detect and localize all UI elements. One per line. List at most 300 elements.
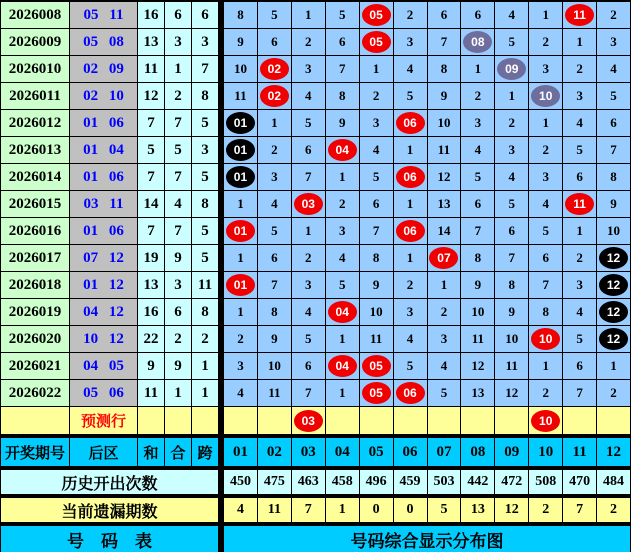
number-header: 01 — [224, 438, 258, 467]
number-cell: 4 — [495, 164, 529, 191]
number-cell — [224, 407, 258, 435]
number-cell: 5 — [529, 218, 563, 245]
number-cell: 2 — [563, 245, 597, 272]
number-cell: 2 — [292, 245, 326, 272]
back-header: 后区 — [70, 438, 138, 467]
current-miss-row — [1, 495, 631, 523]
tail-cell: 9 — [165, 353, 192, 380]
number-cell: 2 — [461, 83, 495, 110]
number-cell: 11 — [461, 326, 495, 353]
prediction-row — [1, 407, 631, 435]
sum-cell — [138, 407, 165, 435]
current-miss-cell: 12 — [495, 498, 529, 523]
number-header: 05 — [360, 438, 394, 467]
history-count-cell: 475 — [258, 470, 292, 495]
sum-cell: 12 — [138, 83, 165, 110]
number-cell — [224, 218, 258, 245]
number-cell: 1 — [428, 272, 462, 299]
sum-cell: 7 — [138, 110, 165, 137]
tail-cell: 7 — [165, 110, 192, 137]
tail-cell: 2 — [165, 326, 192, 353]
number-cell — [428, 407, 462, 435]
ball-red: 01 — [226, 220, 255, 242]
number-header: 12 — [597, 438, 631, 467]
number-cell — [597, 407, 631, 435]
number-cell: 5 — [394, 83, 428, 110]
back-numbers-cell: 01 12 — [70, 272, 138, 299]
ball-red: 04 — [328, 139, 357, 161]
ball-red: 06 — [396, 382, 425, 404]
number-cell — [258, 407, 292, 435]
number-cell: 3 — [597, 29, 631, 56]
prediction-label: 预测行 — [70, 407, 138, 435]
sum-cell: 16 — [138, 2, 165, 29]
distribution-chart-title: 号码综合显示分布图 — [224, 526, 631, 552]
ball-red: 04 — [328, 301, 357, 323]
number-cell: 2 — [360, 83, 394, 110]
number-cell: 1 — [394, 191, 428, 218]
span-cell: 2 — [192, 326, 219, 353]
number-cell: 13 — [428, 191, 462, 218]
number-header: 11 — [563, 438, 597, 467]
ball-black: 12 — [599, 274, 628, 296]
ball-gray: 10 — [531, 85, 560, 107]
number-cell — [563, 191, 597, 218]
number-cell: 6 — [597, 110, 631, 137]
issue-cell: 2026010 — [1, 56, 70, 83]
number-cell: 1 — [326, 164, 360, 191]
number-cell: 11 — [360, 326, 394, 353]
span-cell — [192, 407, 219, 435]
issue-cell: 2026011 — [1, 83, 70, 110]
ball-red: 04 — [328, 355, 357, 377]
number-cell: 1 — [563, 218, 597, 245]
number-header: 02 — [258, 438, 292, 467]
number-cell: 8 — [428, 56, 462, 83]
number-cell — [597, 299, 631, 326]
number-cell: 2 — [394, 272, 428, 299]
span-cell: 3 — [192, 137, 219, 164]
history-count-cell: 484 — [597, 470, 631, 495]
tail-cell: 9 — [165, 245, 192, 272]
issue-header: 开奖期号 — [1, 438, 70, 467]
number-cell — [326, 353, 360, 380]
number-cell — [360, 29, 394, 56]
back-numbers-cell: 05 08 — [70, 29, 138, 56]
number-cell: 1 — [461, 56, 495, 83]
number-cell — [360, 407, 394, 435]
number-cell: 1 — [292, 2, 326, 29]
number-cell: 4 — [597, 56, 631, 83]
number-cell: 10 — [461, 299, 495, 326]
number-cell: 6 — [258, 245, 292, 272]
number-cell: 5 — [258, 218, 292, 245]
number-header: 08 — [461, 438, 495, 467]
ball-black: 12 — [599, 301, 628, 323]
tail-cell: 6 — [165, 299, 192, 326]
ball-red: 05 — [362, 382, 391, 404]
span-cell: 1 — [192, 380, 219, 407]
number-cell: 6 — [292, 137, 326, 164]
sum-cell: 9 — [138, 353, 165, 380]
number-cell — [394, 164, 428, 191]
number-cell: 8 — [326, 83, 360, 110]
number-cell: 14 — [428, 218, 462, 245]
tail-cell: 5 — [165, 137, 192, 164]
number-cell — [597, 326, 631, 353]
number-cell: 2 — [597, 2, 631, 29]
history-count-cell: 470 — [563, 470, 597, 495]
tail-cell — [165, 407, 192, 435]
sum-cell: 13 — [138, 272, 165, 299]
number-cell: 4 — [326, 245, 360, 272]
sum-cell: 7 — [138, 164, 165, 191]
back-numbers-cell: 05 11 — [70, 2, 138, 29]
number-cell: 2 — [597, 380, 631, 407]
number-cell: 1 — [224, 299, 258, 326]
number-cell: 3 — [224, 353, 258, 380]
span-cell: 5 — [192, 110, 219, 137]
number-cell: 1 — [495, 83, 529, 110]
number-cell: 4 — [258, 191, 292, 218]
number-cell: 1 — [394, 245, 428, 272]
history-count-cell: 508 — [529, 470, 563, 495]
draw-row-2026022 — [1, 380, 631, 407]
number-cell: 10 — [597, 218, 631, 245]
issue-cell: 2026009 — [1, 29, 70, 56]
number-cell: 6 — [461, 2, 495, 29]
number-cell: 1 — [529, 353, 563, 380]
issue-cell: 2026020 — [1, 326, 70, 353]
number-cell: 7 — [292, 164, 326, 191]
ball-red: 02 — [260, 85, 289, 107]
number-header: 09 — [495, 438, 529, 467]
ball-black: 01 — [226, 139, 255, 161]
number-cell: 1 — [258, 110, 292, 137]
number-cell: 10 — [360, 299, 394, 326]
sum-cell: 13 — [138, 29, 165, 56]
current-miss-cell: 2 — [529, 498, 563, 523]
draw-row-2026014 — [1, 164, 631, 191]
current-miss-cell: 13 — [461, 498, 495, 523]
back-numbers-cell: 04 05 — [70, 353, 138, 380]
number-header: 03 — [292, 438, 326, 467]
ball-red: 11 — [565, 193, 594, 215]
number-cell: 2 — [495, 110, 529, 137]
draw-row-2026009 — [1, 29, 631, 56]
issue-cell: 2026016 — [1, 218, 70, 245]
number-cell — [394, 110, 428, 137]
back-numbers-cell: 02 10 — [70, 83, 138, 110]
tail-cell: 3 — [165, 272, 192, 299]
back-numbers-cell: 07 12 — [70, 245, 138, 272]
draw-row-2026019 — [1, 299, 631, 326]
number-cell: 9 — [258, 326, 292, 353]
history-count-cell: 503 — [428, 470, 462, 495]
span-cell: 6 — [192, 2, 219, 29]
number-cell — [292, 407, 326, 435]
number-cell: 12 — [428, 164, 462, 191]
issue-cell: 2026014 — [1, 164, 70, 191]
number-cell — [224, 137, 258, 164]
current-miss-cell: 0 — [394, 498, 428, 523]
ball-gray: 08 — [463, 31, 492, 53]
draw-row-2026012 — [1, 110, 631, 137]
issue-cell: 2026018 — [1, 272, 70, 299]
number-cell: 4 — [292, 299, 326, 326]
number-cell: 11 — [428, 137, 462, 164]
history-count-cell: 459 — [394, 470, 428, 495]
number-cell: 4 — [360, 137, 394, 164]
number-cell — [258, 56, 292, 83]
number-cell — [461, 29, 495, 56]
number-cell: 7 — [461, 218, 495, 245]
span-header: 跨 — [192, 438, 219, 467]
back-numbers-cell: 01 06 — [70, 218, 138, 245]
issue-cell: 2026022 — [1, 380, 70, 407]
number-cell: 2 — [529, 29, 563, 56]
history-counts-label: 历史开出次数 — [1, 470, 219, 495]
number-cell: 6 — [292, 353, 326, 380]
number-cell — [428, 245, 462, 272]
draw-row-2026011 — [1, 83, 631, 110]
number-cell: 12 — [495, 380, 529, 407]
number-cell: 1 — [224, 245, 258, 272]
number-cell: 2 — [258, 137, 292, 164]
number-cell: 5 — [292, 110, 326, 137]
number-cell: 7 — [597, 137, 631, 164]
column-header-row — [1, 435, 631, 467]
number-cell: 8 — [529, 299, 563, 326]
back-numbers-cell: 10 12 — [70, 326, 138, 353]
number-cell: 13 — [461, 380, 495, 407]
number-cell: 4 — [428, 353, 462, 380]
draw-rows — [1, 2, 631, 523]
current-miss-cell: 4 — [224, 498, 258, 523]
number-cell: 9 — [360, 272, 394, 299]
number-cell: 1 — [563, 29, 597, 56]
number-cell — [597, 272, 631, 299]
number-cell — [529, 407, 563, 435]
number-cell: 2 — [563, 56, 597, 83]
history-count-cell: 496 — [360, 470, 394, 495]
number-cell: 7 — [495, 245, 529, 272]
draw-row-2026017 — [1, 245, 631, 272]
number-cell — [360, 353, 394, 380]
number-cell — [563, 407, 597, 435]
ball-black: 01 — [226, 112, 255, 134]
current-miss-label: 当前遗漏期数 — [1, 498, 219, 523]
number-cell: 8 — [597, 164, 631, 191]
number-cell: 3 — [563, 83, 597, 110]
ball-red: 05 — [362, 355, 391, 377]
number-cell: 9 — [461, 272, 495, 299]
history-count-cell: 450 — [224, 470, 258, 495]
tail-cell: 6 — [165, 2, 192, 29]
number-cell — [394, 407, 428, 435]
number-cell: 5 — [563, 137, 597, 164]
sum-cell: 22 — [138, 326, 165, 353]
number-cell: 1 — [529, 2, 563, 29]
span-cell: 5 — [192, 218, 219, 245]
number-cell: 8 — [224, 2, 258, 29]
issue-cell: 2026008 — [1, 2, 70, 29]
history-count-cell: 472 — [495, 470, 529, 495]
number-cell: 9 — [597, 191, 631, 218]
number-cell: 2 — [394, 2, 428, 29]
tail-cell: 7 — [165, 218, 192, 245]
number-cell: 4 — [292, 83, 326, 110]
draw-row-2026010 — [1, 56, 631, 83]
number-cell: 5 — [326, 2, 360, 29]
number-cell: 5 — [495, 29, 529, 56]
number-header: 10 — [529, 438, 563, 467]
number-cell: 2 — [224, 326, 258, 353]
ball-red: 05 — [362, 4, 391, 26]
number-cell: 7 — [563, 380, 597, 407]
number-cell: 6 — [258, 29, 292, 56]
number-cell: 4 — [495, 2, 529, 29]
span-cell: 8 — [192, 83, 219, 110]
number-cell: 7 — [428, 29, 462, 56]
number-cell — [495, 407, 529, 435]
sum-cell: 11 — [138, 380, 165, 407]
number-cell: 6 — [326, 29, 360, 56]
number-cell — [360, 380, 394, 407]
tail-cell: 2 — [165, 83, 192, 110]
issue-cell: 2026015 — [1, 191, 70, 218]
number-cell: 5 — [360, 164, 394, 191]
number-cell: 10 — [224, 56, 258, 83]
back-numbers-cell: 02 09 — [70, 56, 138, 83]
number-cell: 4 — [394, 56, 428, 83]
number-cell: 3 — [428, 326, 462, 353]
number-cell — [224, 164, 258, 191]
number-cell: 4 — [563, 110, 597, 137]
number-cell — [394, 380, 428, 407]
ball-red: 03 — [294, 410, 323, 432]
back-numbers-cell: 03 11 — [70, 191, 138, 218]
number-cell: 11 — [495, 353, 529, 380]
number-cell — [597, 245, 631, 272]
number-cell: 4 — [563, 299, 597, 326]
tail-cell: 4 — [165, 191, 192, 218]
ball-red: 06 — [396, 220, 425, 242]
number-cell: 3 — [394, 29, 428, 56]
number-cell: 8 — [461, 245, 495, 272]
back-numbers-cell: 04 12 — [70, 299, 138, 326]
number-cell: 4 — [461, 137, 495, 164]
history-count-cell: 463 — [292, 470, 326, 495]
draw-row-2026018 — [1, 272, 631, 299]
number-cell: 2 — [428, 299, 462, 326]
number-cell: 9 — [326, 110, 360, 137]
ball-red: 02 — [260, 58, 289, 80]
number-cell: 1 — [360, 56, 394, 83]
number-cell — [258, 83, 292, 110]
number-cell: 5 — [563, 326, 597, 353]
history-count-cell: 442 — [461, 470, 495, 495]
number-cell — [326, 407, 360, 435]
number-cell: 6 — [563, 353, 597, 380]
number-cell: 2 — [529, 137, 563, 164]
number-cell: 9 — [495, 299, 529, 326]
number-cell: 5 — [428, 380, 462, 407]
ball-black: 12 — [599, 328, 628, 350]
ball-red: 03 — [294, 193, 323, 215]
back-numbers-cell: 05 06 — [70, 380, 138, 407]
number-cell: 5 — [461, 164, 495, 191]
number-cell: 6 — [360, 191, 394, 218]
number-cell: 1 — [529, 110, 563, 137]
number-cell: 2 — [326, 191, 360, 218]
issue-cell: 2026021 — [1, 353, 70, 380]
number-cell: 8 — [495, 272, 529, 299]
current-miss-cell: 1 — [326, 498, 360, 523]
number-cell: 2 — [529, 380, 563, 407]
number-cell: 11 — [224, 83, 258, 110]
ball-red: 06 — [396, 166, 425, 188]
number-cell: 3 — [360, 110, 394, 137]
number-cell: 6 — [461, 191, 495, 218]
ball-red: 10 — [531, 328, 560, 350]
history-count-cell: 458 — [326, 470, 360, 495]
number-cell — [326, 299, 360, 326]
tail-cell: 7 — [165, 164, 192, 191]
footer-row — [1, 523, 631, 552]
span-cell: 3 — [192, 29, 219, 56]
ball-gray: 09 — [497, 58, 526, 80]
number-header: 06 — [394, 438, 428, 467]
span-cell: 7 — [192, 56, 219, 83]
issue-cell: 2026019 — [1, 299, 70, 326]
sum-cell: 16 — [138, 299, 165, 326]
ball-red: 10 — [531, 410, 560, 432]
current-miss-cell: 2 — [597, 498, 631, 523]
back-numbers-cell: 01 04 — [70, 137, 138, 164]
number-cell: 5 — [597, 83, 631, 110]
issue-cell — [1, 407, 70, 435]
number-cell — [326, 137, 360, 164]
issue-cell: 2026017 — [1, 245, 70, 272]
number-cell — [563, 2, 597, 29]
back-numbers-cell: 01 06 — [70, 164, 138, 191]
number-cell: 1 — [292, 218, 326, 245]
number-cell: 1 — [326, 380, 360, 407]
number-cell — [529, 326, 563, 353]
number-cell: 3 — [461, 110, 495, 137]
number-cell — [224, 110, 258, 137]
number-cell: 8 — [258, 299, 292, 326]
number-cell: 6 — [495, 218, 529, 245]
tail-header: 合 — [165, 438, 192, 467]
number-cell: 3 — [326, 218, 360, 245]
number-cell: 3 — [563, 272, 597, 299]
number-cell — [292, 191, 326, 218]
number-cell: 7 — [529, 272, 563, 299]
number-cell — [224, 272, 258, 299]
draw-row-2026021 — [1, 353, 631, 380]
number-cell: 10 — [495, 326, 529, 353]
number-cell: 4 — [394, 326, 428, 353]
number-cell: 7 — [326, 56, 360, 83]
number-header: 07 — [428, 438, 462, 467]
number-table-title: 号 码 表 — [1, 526, 219, 552]
number-cell: 2 — [292, 29, 326, 56]
number-cell: 3 — [495, 137, 529, 164]
number-cell: 10 — [258, 353, 292, 380]
number-cell: 1 — [326, 326, 360, 353]
